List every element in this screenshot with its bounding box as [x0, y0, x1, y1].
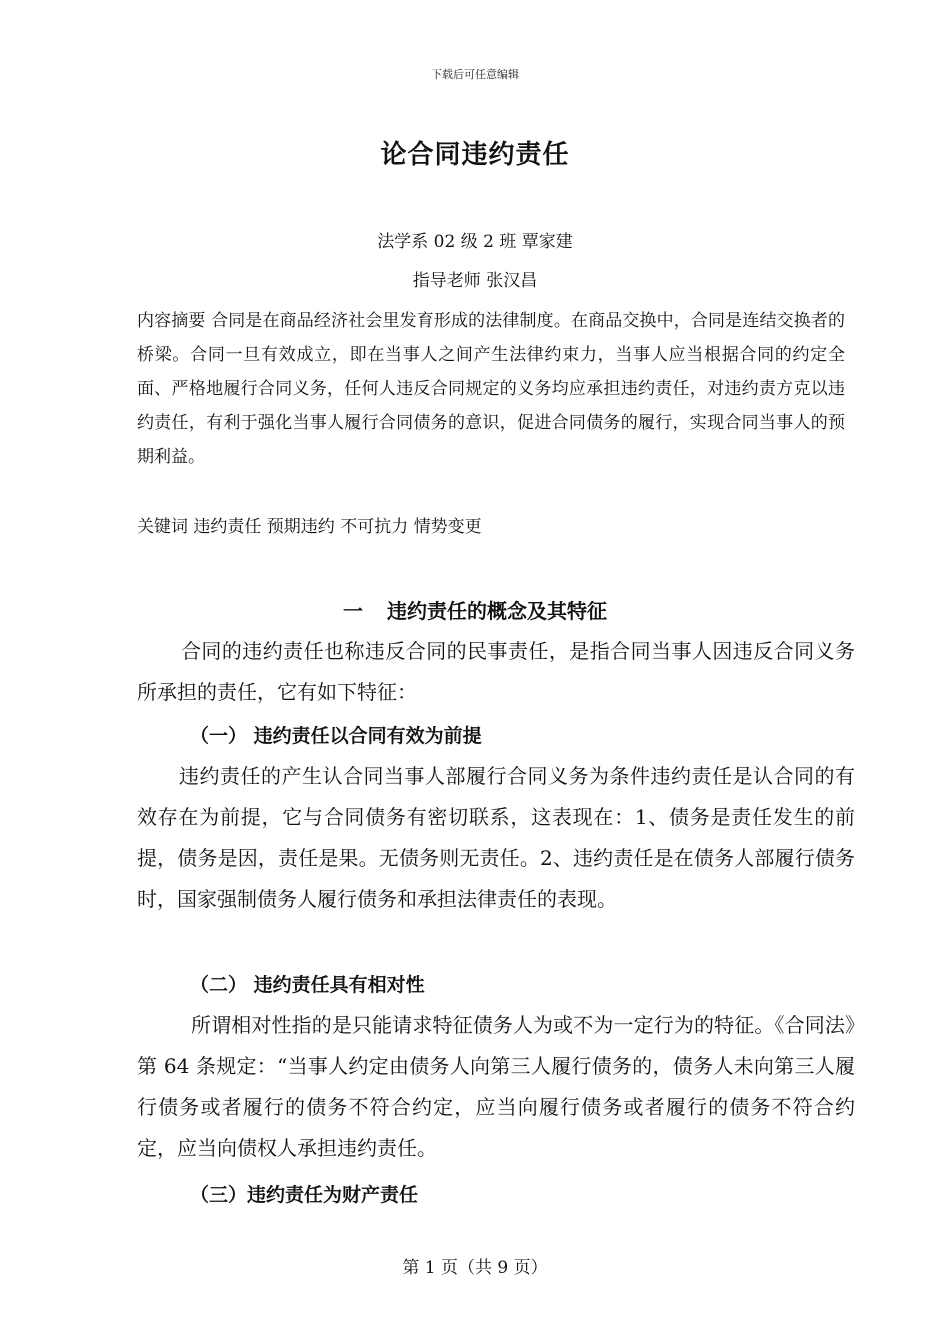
- advisor-line: 指导老师 张汉昌: [412, 271, 538, 291]
- keywords: 关键词 违约责任 预期违约 不可抗力 情势变更: [137, 517, 482, 537]
- subsection-1-body: 违约责任的产生认合同当事人部履行合同义务为条件违约责任是认合同的有效存在为前提，它与合同债务有密切联系，这表现在：1、债务是责任发生的前提，债务是因，责任是果。无债务则无责任。2、违约责任是在债务人部履行债务时，国家强制债务人履行债务和承担法律责任的表现。: [137, 764, 855, 911]
- author-line: 法学系 02 级 2 班 覃家建: [377, 232, 573, 252]
- header-note: 下载后可任意编辑: [431, 68, 519, 81]
- subheading-2: （二） 违约责任具有相对性: [190, 974, 425, 996]
- subsection-2-body: 所谓相对性指的是只能请求特征债务人为或不为一定行为的特征。《合同法》第 64 条规定：“当事人约定由债务人向第三人履行债务的，债务人未向第三人履行债务或者履行的债务不符合约定，应当向履行债务或者履行的债务不符合约定，应当向债权人承担违约责任。: [137, 1013, 855, 1160]
- subheading-1: （一） 违约责任以合同有效为前提: [190, 725, 482, 747]
- section-heading: [0, 595, 950, 624]
- section-intro: 合同的违约责任也称违反合同的民事责任，是指合同当事人因违反合同义务所承担的责任，它有如下特征：: [137, 639, 855, 704]
- document-title: 论合同违约责任: [380, 140, 570, 170]
- section-number: 一: [343, 599, 363, 623]
- page-footer: 第 1 页（共 9 页）: [402, 1258, 548, 1278]
- subheading-3: （三）违约责任为财产责任: [190, 1184, 419, 1206]
- abstract: 内容摘要 合同是在商品经济社会里发育形成的法律制度。在商品交换中，合同是连结交换者的桥梁。合同一旦有效成立，即在当事人之间产生法律约束力，当事人应当根据合同的约定全面、严格地履行合同义务，任何人违反合同规定的义务均应承担违约责任，对违约责方克以违约责任，有利于强化当事人履行合同债务的意识，促进合同债务的履行，实现合同当事人的预期利益。: [137, 311, 845, 467]
- section-title: 违约责任的概念及其特征: [387, 599, 607, 623]
